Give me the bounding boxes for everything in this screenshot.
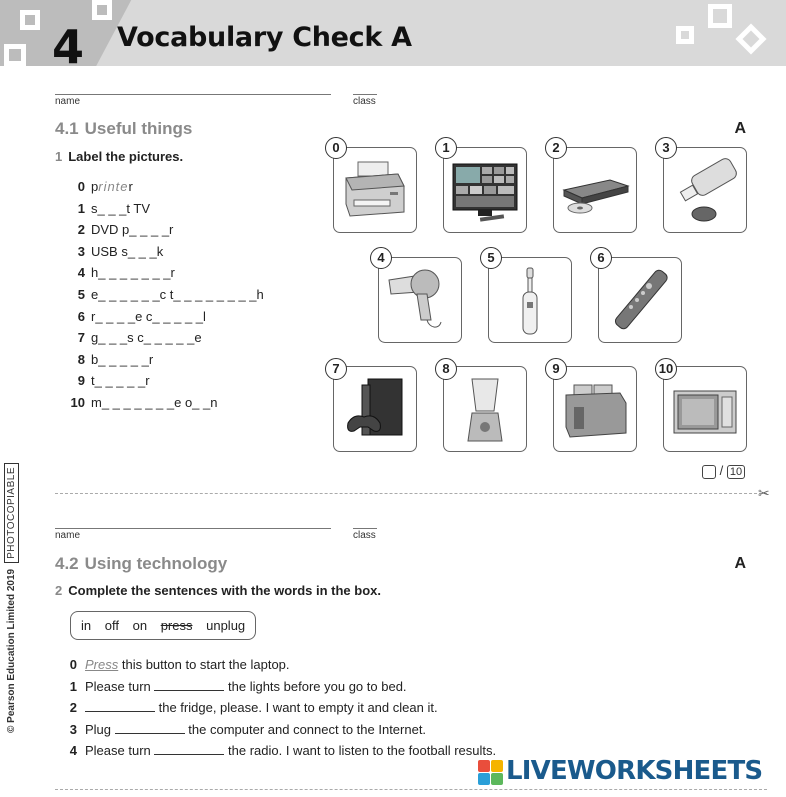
item-text: USB s_ _ _k (91, 243, 164, 259)
version-label: A (734, 120, 746, 137)
list-item[interactable] (63, 370, 333, 392)
answer-blank[interactable] (154, 743, 224, 755)
item-text: g_ _ _s c_ _ _ _ _e (91, 330, 202, 346)
picture-card (333, 147, 417, 233)
dvd-player-icon (560, 156, 630, 226)
instruction-text: Complete the sentences with the words in the box. (68, 583, 382, 598)
list-item (63, 176, 333, 198)
cut-line (55, 789, 767, 790)
smart-tv-icon (450, 156, 520, 226)
deco-square (708, 4, 732, 28)
picture-card (598, 257, 682, 343)
list-item[interactable] (63, 327, 333, 349)
remote-control-icon (605, 266, 675, 336)
sentence-text: Please turn (85, 743, 151, 758)
exercise-instruction (55, 583, 381, 598)
sentence-item (63, 719, 496, 741)
deco-square (92, 0, 112, 20)
item-suffix: r (128, 179, 133, 194)
usb-stick-icon (670, 156, 740, 226)
unit-number: 4 (52, 20, 85, 66)
sentence-number: 3 (69, 721, 77, 737)
picture-number: 4 (370, 247, 392, 269)
deco-square (735, 23, 766, 54)
picture-card (553, 147, 637, 233)
answer-blank[interactable] (115, 722, 185, 734)
picture-number: 7 (325, 358, 347, 380)
deco-square (676, 26, 694, 44)
picture-number: 0 (325, 137, 347, 159)
sentence-item (63, 654, 496, 676)
score-separator: / (719, 463, 724, 478)
item-number: 1 (77, 200, 85, 216)
item-text: r_ _ _ _e c_ _ _ _ _l (91, 308, 206, 324)
name-field[interactable] (55, 528, 331, 529)
picture-number: 6 (590, 247, 612, 269)
item-number: 8 (77, 351, 85, 367)
list-item[interactable] (63, 198, 333, 220)
picture-card (663, 147, 747, 233)
example-answer: rinte (98, 179, 129, 194)
electric-toothbrush-icon (495, 266, 565, 336)
section-heading: Useful things (84, 119, 193, 138)
list-item[interactable] (63, 392, 333, 414)
printer-icon (340, 156, 410, 226)
deco-square (4, 44, 26, 66)
word-box (70, 611, 256, 640)
photocopiable-badge: PHOTOCOPIABLE (4, 463, 19, 563)
section-heading: Using technology (84, 554, 228, 573)
class-label: class (353, 96, 376, 107)
blender-icon (450, 375, 520, 445)
item-number: 5 (77, 286, 85, 302)
list-item[interactable] (63, 284, 333, 306)
sentence-number: 1 (69, 678, 77, 694)
picture-card (443, 147, 527, 233)
example-answer: Press (85, 657, 119, 672)
item-text: t_ _ _ _ _r (91, 373, 150, 389)
cut-line (55, 493, 767, 494)
class-field[interactable] (353, 528, 377, 529)
name-label: name (55, 96, 81, 107)
page-title: Vocabulary Check A (117, 22, 412, 53)
list-item[interactable] (63, 219, 333, 241)
games-console-icon (340, 375, 410, 445)
class-label: class (353, 530, 376, 541)
sentence-number: 4 (69, 743, 77, 758)
scissors-icon: ✂ (758, 485, 770, 501)
copyright-text: © Pearson Education Limited 2019 (6, 568, 17, 733)
sentence-text: Please turn (85, 678, 151, 694)
item-number: 2 (77, 222, 85, 238)
answer-blank[interactable] (85, 700, 155, 712)
score-input[interactable] (702, 465, 716, 479)
exercise-number: 2 (55, 583, 63, 598)
picture-number: 3 (655, 137, 677, 159)
picture-card (443, 366, 527, 452)
exercise-number: 1 (55, 149, 63, 164)
sentence-item (63, 740, 496, 762)
word-option-used: press (160, 618, 193, 633)
word-option: off (104, 618, 119, 633)
answer-blank[interactable] (154, 679, 224, 691)
logo-icon (478, 760, 504, 786)
sentence-item (63, 676, 496, 698)
score-box (702, 463, 745, 479)
item-text: s_ _ _t TV (91, 200, 151, 216)
picture-card (378, 257, 462, 343)
sentence-number: 0 (69, 657, 77, 672)
item-number: 6 (77, 308, 85, 324)
toaster-icon (560, 375, 630, 445)
name-label: name (55, 530, 81, 541)
version-label: A (734, 555, 746, 572)
name-field[interactable] (55, 94, 331, 95)
sentence-text: the radio. I want to listen to the football results. (228, 743, 497, 758)
picture-number: 8 (435, 358, 457, 380)
item-text: h_ _ _ _ _ _ _r (91, 265, 175, 281)
item-text: b_ _ _ _ _r (91, 351, 154, 367)
copyright-vertical (4, 463, 19, 733)
list-item[interactable] (63, 349, 333, 371)
sentence-text: this button to start the laptop. (121, 657, 290, 672)
picture-number: 9 (545, 358, 567, 380)
sentence-text: the lights before you go to bed. (228, 678, 407, 694)
exercise-instruction (55, 149, 183, 164)
hairdryer-icon (385, 266, 455, 336)
word-option: on (132, 618, 148, 633)
picture-card (553, 366, 637, 452)
word-option: unplug (206, 618, 246, 633)
list-item[interactable] (63, 262, 333, 284)
item-prefix: p (91, 179, 99, 194)
sentence-text: the fridge, please. I want to empty it and clean it. (158, 700, 438, 715)
picture-number: 10 (655, 358, 677, 380)
item-number: 7 (77, 330, 85, 346)
deco-square (20, 10, 40, 30)
section-number: 4.1 (55, 119, 79, 138)
item-number: 4 (77, 265, 85, 281)
item-number: 3 (77, 243, 85, 259)
sentence-list (63, 654, 496, 762)
picture-number: 5 (480, 247, 502, 269)
list-item[interactable] (63, 241, 333, 263)
item-number: 10 (70, 394, 85, 410)
score-total: 10 (727, 465, 745, 479)
list-item[interactable] (63, 306, 333, 328)
microwave-oven-icon (670, 375, 740, 445)
class-field[interactable] (353, 94, 377, 95)
item-number: 9 (77, 373, 85, 389)
sentence-text: the computer and connect to the Internet. (188, 721, 427, 737)
sentence-number: 2 (69, 700, 77, 715)
picture-card (488, 257, 572, 343)
logo-text: LIVEWORKSHEETS (506, 756, 763, 786)
item-text: DVD p_ _ _ _r (91, 222, 174, 238)
label-list (63, 176, 333, 414)
word-option: in (81, 618, 92, 633)
sentence-item (63, 697, 496, 719)
header-banner (0, 0, 786, 66)
instruction-text: Label the pictures. (68, 149, 184, 164)
section-title (55, 119, 192, 139)
picture-number: 2 (545, 137, 567, 159)
item-text: m_ _ _ _ _ _ _e o_ _n (91, 394, 218, 410)
picture-number: 1 (435, 137, 457, 159)
picture-card (333, 366, 417, 452)
item-number: 0 (77, 179, 85, 194)
section-title (55, 554, 227, 574)
sentence-text: Plug (85, 721, 112, 737)
picture-card (663, 366, 747, 452)
item-text: e_ _ _ _ _ _c t_ _ _ _ _ _ _ _h (91, 286, 264, 302)
section-number: 4.2 (55, 554, 79, 573)
